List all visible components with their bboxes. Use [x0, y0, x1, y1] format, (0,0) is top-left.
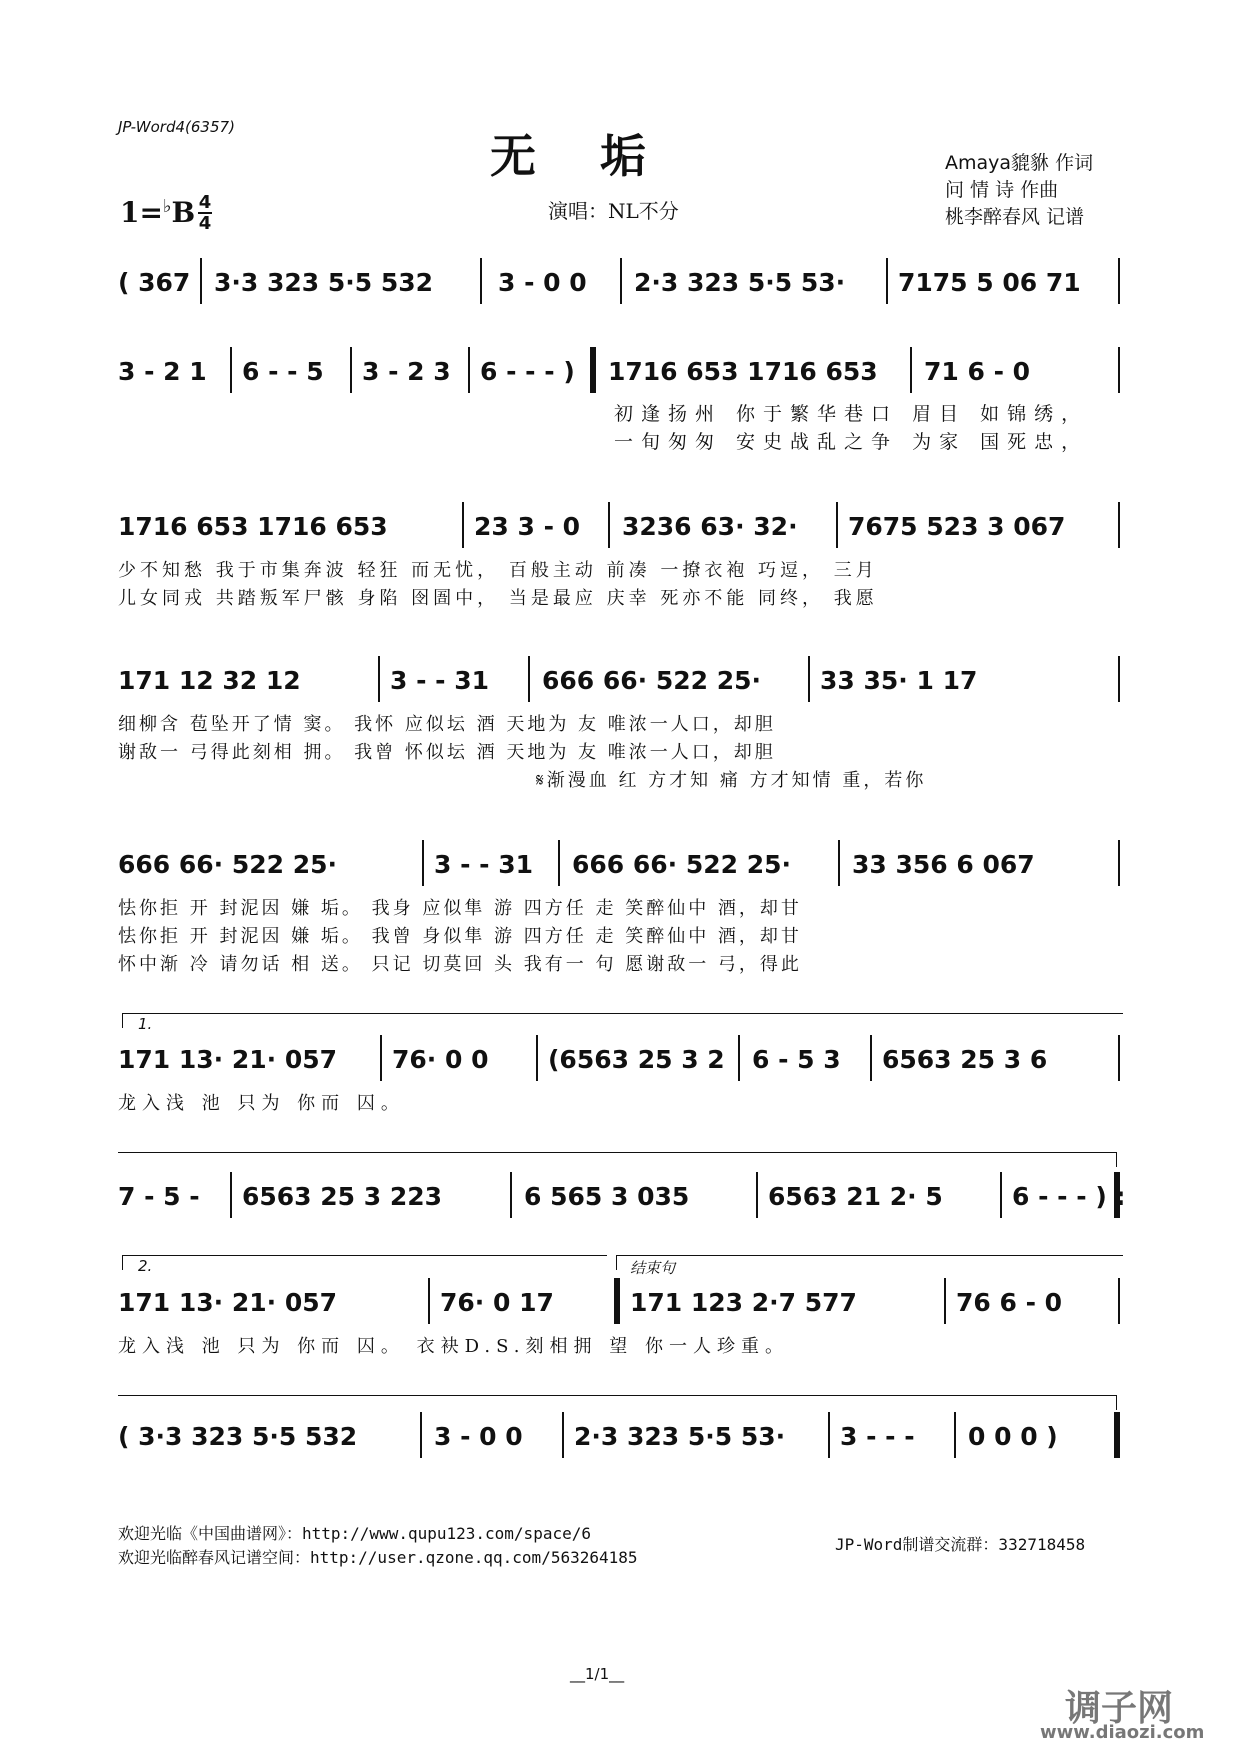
measure: ( 3·3 323 5·5 532 — [118, 1422, 358, 1451]
barline — [1000, 1172, 1002, 1218]
repeat-end-barline — [1114, 1172, 1120, 1218]
measure: 3 - - - — [840, 1422, 915, 1451]
measure: 2·3 323 5·5 53· — [634, 268, 846, 297]
second-ending-label: 2. — [138, 1257, 153, 1275]
singer-credit: 演唱：NL不分 — [548, 199, 679, 223]
measure: 7175 5 06 71 — [898, 268, 1081, 297]
measure: 76· 0 0 — [392, 1045, 489, 1074]
lyric-line: 少不知愁 我于市集奔波 轻狂 而无忧， 百般主动 前凑 一撩衣袍 巧逗， 三月 — [118, 560, 878, 581]
measure: 6563 25 3 6 — [882, 1045, 1048, 1074]
barline — [870, 1035, 872, 1081]
lyric-line: 初逢扬州 你于繁华巷口 眉目 如锦绣， — [614, 403, 1089, 425]
key-note: B — [171, 196, 196, 229]
barline — [886, 258, 888, 304]
measure: 76· 0 17 — [440, 1288, 554, 1317]
barline — [838, 840, 840, 886]
barline — [420, 1412, 422, 1458]
measure: 3 - 2 3 — [362, 357, 451, 386]
score-system-3 — [118, 502, 1122, 609]
footer-group: JP-Word制谱交流群：332718458 — [835, 1535, 1086, 1554]
measure: 3 - 0 0 — [434, 1422, 523, 1451]
lyric-line: 谢敌一 弓得此刻相 拥。 我曾 怀似坛 酒 天地为 友 唯浓一人口，却胆 — [118, 742, 776, 763]
credits-block — [945, 150, 1093, 231]
measure: 3 - - 31 — [434, 850, 534, 879]
measure: 1716 653 1716 653 — [118, 512, 388, 541]
composer-credit: 问 情 诗 作曲 — [945, 179, 1059, 201]
barline — [428, 1278, 430, 1324]
score-system-4 — [118, 656, 1122, 791]
measure: 171 13· 21· 057 — [118, 1288, 338, 1317]
barline — [422, 840, 424, 886]
barline — [738, 1035, 740, 1081]
first-ending-continuation — [118, 1152, 1117, 1167]
barline — [1118, 656, 1120, 702]
measure: 6 - 5 3 — [752, 1045, 841, 1074]
barline — [954, 1412, 956, 1458]
barline — [536, 1035, 538, 1081]
measure: ( 367 — [118, 268, 191, 297]
measure: 3·3 323 5·5 532 — [214, 268, 434, 297]
measure: 666 66· 522 25· — [118, 850, 338, 879]
barline — [468, 347, 470, 393]
flat-symbol: ♭ — [162, 196, 172, 217]
barline — [756, 1172, 758, 1218]
measure: 6563 25 3 223 — [242, 1182, 443, 1211]
measure: 171 12 32 12 — [118, 666, 301, 695]
key-signature — [120, 196, 195, 229]
lyric-line: 怯你拒 开 封泥因 嫌 垢。 我曾 身似隼 游 四方任 走 笑醉仙中 酒，却甘 — [118, 926, 802, 947]
measure: 3 - - 31 — [390, 666, 490, 695]
barline — [1118, 347, 1120, 393]
measure: 3 - 0 0 — [498, 268, 587, 297]
measure: 7675 523 3 067 — [848, 512, 1066, 541]
barline — [230, 1172, 232, 1218]
barline — [1118, 1278, 1120, 1324]
score-system-2 — [118, 347, 1122, 453]
measure: (6563 25 3 2 — [548, 1045, 725, 1074]
barline — [836, 502, 838, 548]
second-ending-bracket — [122, 1255, 607, 1270]
measure: 6 - - - ) — [480, 357, 575, 386]
lyric-line: 龙入浅 池 只为 你而 囚。 衣袂D.S.刻相拥 望 你一人珍重。 — [118, 1336, 789, 1357]
repeat-start-barline — [590, 347, 596, 393]
measure: 6 - - 5 — [242, 357, 324, 386]
measure: 33 356 6 067 — [852, 850, 1035, 879]
measure: 666 66· 522 25· — [572, 850, 792, 879]
time-top: 4 — [198, 192, 212, 213]
measure: 666 66· 522 25· — [542, 666, 762, 695]
footer-link-qzone[interactable]: 欢迎光临醉春风记谱空间：http://user.qzone.qq.com/563264185 — [118, 1548, 638, 1567]
first-ending-label: 1. — [138, 1015, 153, 1033]
barline — [558, 840, 560, 886]
barline — [480, 258, 482, 304]
lyric-line: 怯你拒 开 封泥因 嫌 垢。 我身 应似隼 游 四方任 走 笑醉仙中 酒，却甘 — [118, 898, 802, 919]
first-ending-bracket — [122, 1013, 1123, 1028]
measure: 23 3 - 0 — [474, 512, 581, 541]
barline — [350, 347, 352, 393]
barline — [510, 1172, 512, 1218]
song-title: 无垢 — [490, 129, 710, 183]
barline — [562, 1412, 564, 1458]
barline — [528, 656, 530, 702]
measure: 7 - 5 - — [118, 1182, 200, 1211]
final-barline — [1114, 1412, 1120, 1458]
measure: 71 6 - 0 — [924, 357, 1031, 386]
barline — [1118, 1035, 1120, 1081]
barline — [1118, 840, 1120, 886]
ending-continuation — [118, 1395, 1117, 1410]
barline — [828, 1412, 830, 1458]
lyricist-credit: Amaya貔貅 作词 — [945, 152, 1094, 174]
measure: 0 0 0 ) — [968, 1422, 1058, 1451]
score-system-1 — [118, 258, 1122, 308]
software-label: JP-Word4(6357) — [118, 118, 235, 136]
measure: 2·3 323 5·5 53· — [574, 1422, 786, 1451]
barline — [200, 258, 202, 304]
score-system-6 — [118, 1035, 1122, 1114]
time-signature — [198, 193, 212, 233]
double-barline — [614, 1278, 620, 1324]
lyric-line: 𝄋渐漫血 红 方才知 痛 方才知情 重，若你 — [536, 770, 927, 791]
score-system-7 — [118, 1172, 1126, 1222]
footer-link-qupu[interactable]: 欢迎光临《中国曲谱网》：http://www.qupu123.com/space/6 — [118, 1524, 591, 1543]
barline — [910, 347, 912, 393]
lyric-line: 怀中渐 冷 请勿话 相 送。 只记 切莫回 头 我有一 句 愿谢敌一 弓，得此 — [118, 954, 802, 975]
barline — [1118, 502, 1120, 548]
measure: 171 13· 21· 057 — [118, 1045, 338, 1074]
time-bottom: 4 — [198, 213, 212, 234]
barline — [620, 258, 622, 304]
lyric-line: 一旬匆匆 安史战乱之争 为家 国死忠， — [614, 431, 1089, 453]
transcriber-credit: 桃李醉春风 记谱 — [945, 206, 1085, 228]
measure: 3 - 2 1 — [118, 357, 207, 386]
measure: 6563 21 2· 5 — [768, 1182, 943, 1211]
barline — [230, 347, 232, 393]
measure: 76 6 - 0 — [956, 1288, 1063, 1317]
footer-links — [118, 1522, 638, 1570]
barline — [944, 1278, 946, 1324]
measure: 1716 653 1716 653 — [608, 357, 878, 386]
watermark-logo: 调子网 — [1065, 1688, 1174, 1729]
watermark-url: www.diaozi.com — [1040, 1722, 1205, 1743]
measure: 33 35· 1 17 — [820, 666, 978, 695]
ending-phrase-bracket — [616, 1255, 1123, 1270]
score-system-9 — [118, 1412, 1122, 1462]
barline — [378, 656, 380, 702]
score-system-8 — [118, 1278, 1122, 1357]
measure: 3236 63· 32· — [622, 512, 798, 541]
ending-phrase-label: 结束句 — [630, 1259, 676, 1277]
measure: 6 565 3 035 — [524, 1182, 690, 1211]
lyric-line: 细柳含 苞坠开了情 窦。 我怀 应似坛 酒 天地为 友 唯浓一人口，却胆 — [118, 714, 776, 735]
barline — [380, 1035, 382, 1081]
score-system-5 — [118, 840, 1122, 975]
barline — [1118, 258, 1120, 304]
barline — [462, 502, 464, 548]
measure: 171 123 2·7 577 — [630, 1288, 857, 1317]
barline — [608, 502, 610, 548]
page-number: __1/1__ — [570, 1665, 625, 1683]
measure: 6 - - - ) : — [1012, 1182, 1126, 1211]
lyric-line: 龙入浅 池 只为 你而 囚。 — [118, 1093, 405, 1114]
lyric-line: 儿女同戎 共踏叛军尸骸 身陷 囹圄中， 当是最应 庆幸 死亦不能 同终， 我愿 — [118, 588, 878, 609]
key-prefix: 1= — [120, 196, 163, 229]
barline — [808, 656, 810, 702]
